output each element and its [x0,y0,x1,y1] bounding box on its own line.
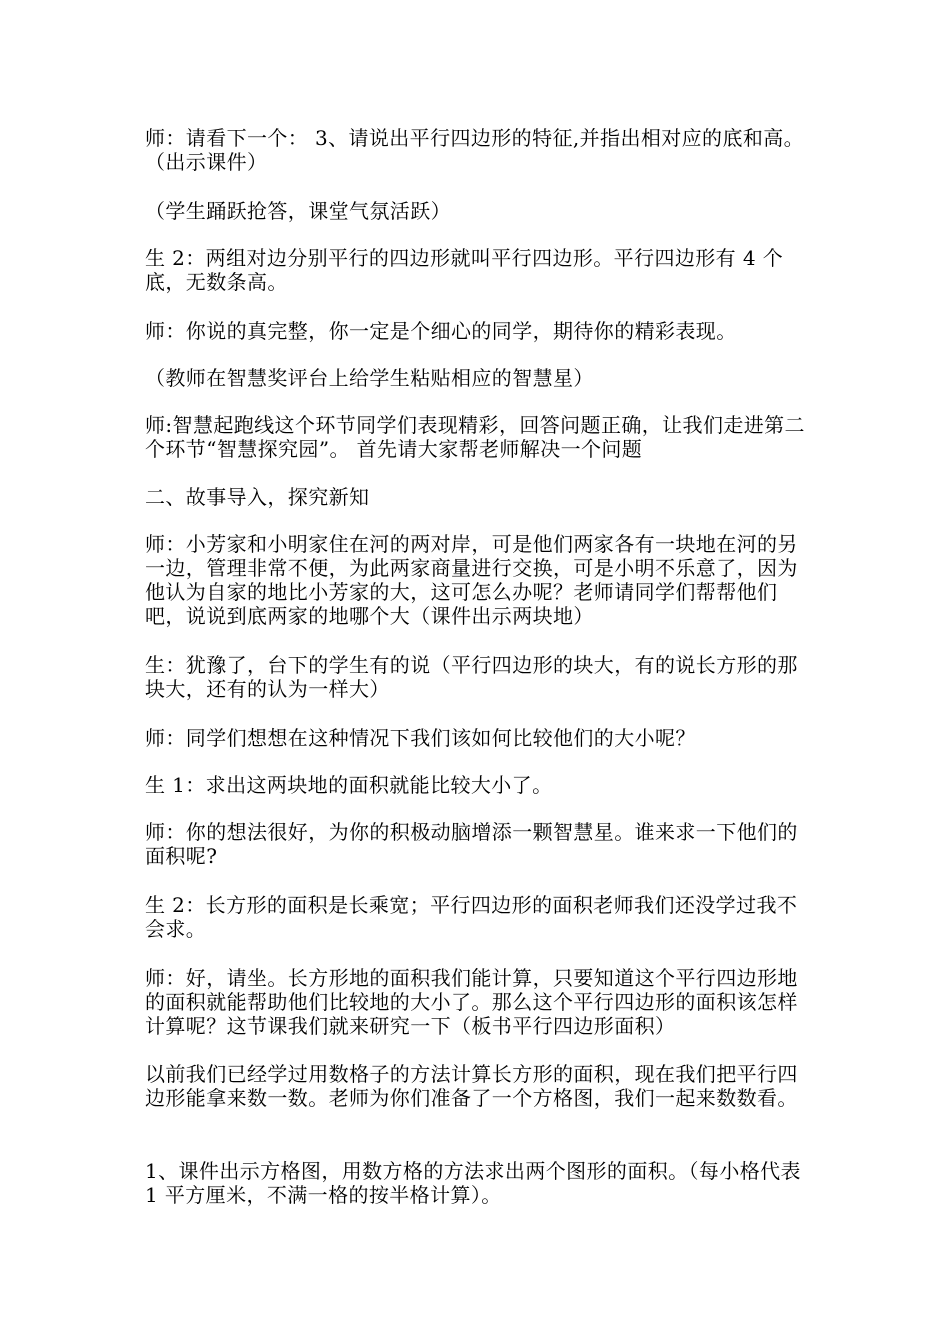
paragraph-14: 以前我们已经学过用数格子的方法计算长方形的面积，现在我们把平行四边形能拿来数一数。老师为你们准备了一个方格图，我们一起来数数看。 [145,1062,798,1110]
paragraph-15: 1、课件出示方格图，用数方格的方法求出两个图形的面积。（每小格代表 1 平方厘米，不满一格的按半格计算）。 [145,1159,801,1207]
paragraph-2: （学生踊跃抢答，课堂气氛活跃） [145,199,451,223]
paragraph-6: 师:智慧起跑线这个环节同学们表现精彩，回答问题正确，让我们走进第二个环节“智慧探究园”。 首先请大家帮老师解决一个问题 [145,413,805,461]
paragraph-11: 师：你的想法很好，为你的积极动脑增添一颗智慧星。谁来求一下他们的面积呢? [145,820,798,868]
paragraph-12: 生 2：长方形的面积是长乘宽；平行四边形的面积老师我们还没学过我不会求。 [145,893,798,941]
paragraph-13: 师：好，请坐。长方形地的面积我们能计算，只要知道这个平行四边形地的面积就能帮助他们比较地的大小了。那么这个平行四边形的面积该怎样计算呢？这节课我们就来研究一下（板书平行四边形面积） [145,966,798,1038]
paragraph-5: （教师在智慧奖评台上给学生粘贴相应的智慧星） [145,366,594,390]
paragraph-8: 生：犹豫了，台下的学生有的说（平行四边形的块大，有的说长方形的那块大，还有的认为一样大） [145,653,798,701]
paragraph-1: 师：请看下一个： 3、请说出平行四边形的特征,并指出相对应的底和高。（出示课件） [145,126,805,174]
section-heading: 二、故事导入，探究新知 [145,485,370,509]
paragraph-4: 师：你说的真完整，你一定是个细心的同学，期待你的精彩表现。 [145,319,737,343]
paragraph-3: 生 2：两组对边分别平行的四边形就叫平行四边形。平行四边形有 4 个底，无数条高。 [145,246,784,294]
paragraph-9: 师：同学们想想在这种情况下我们该如何比较他们的大小呢？ [145,726,696,750]
paragraph-10: 生 1：求出这两块地的面积就能比较大小了。 [145,773,553,797]
paragraph-7: 师：小芳家和小明家住在河的两对岸，可是他们两家各有一块地在河的另一边，管理非常不便，为此两家商量进行交换，可是小明不乐意了，因为他认为自家的地比小芳家的大，这可怎么办呢？老师请同学们帮帮他们吧，说说到底两家的地哪个大（课件出示两块地） [145,532,798,628]
